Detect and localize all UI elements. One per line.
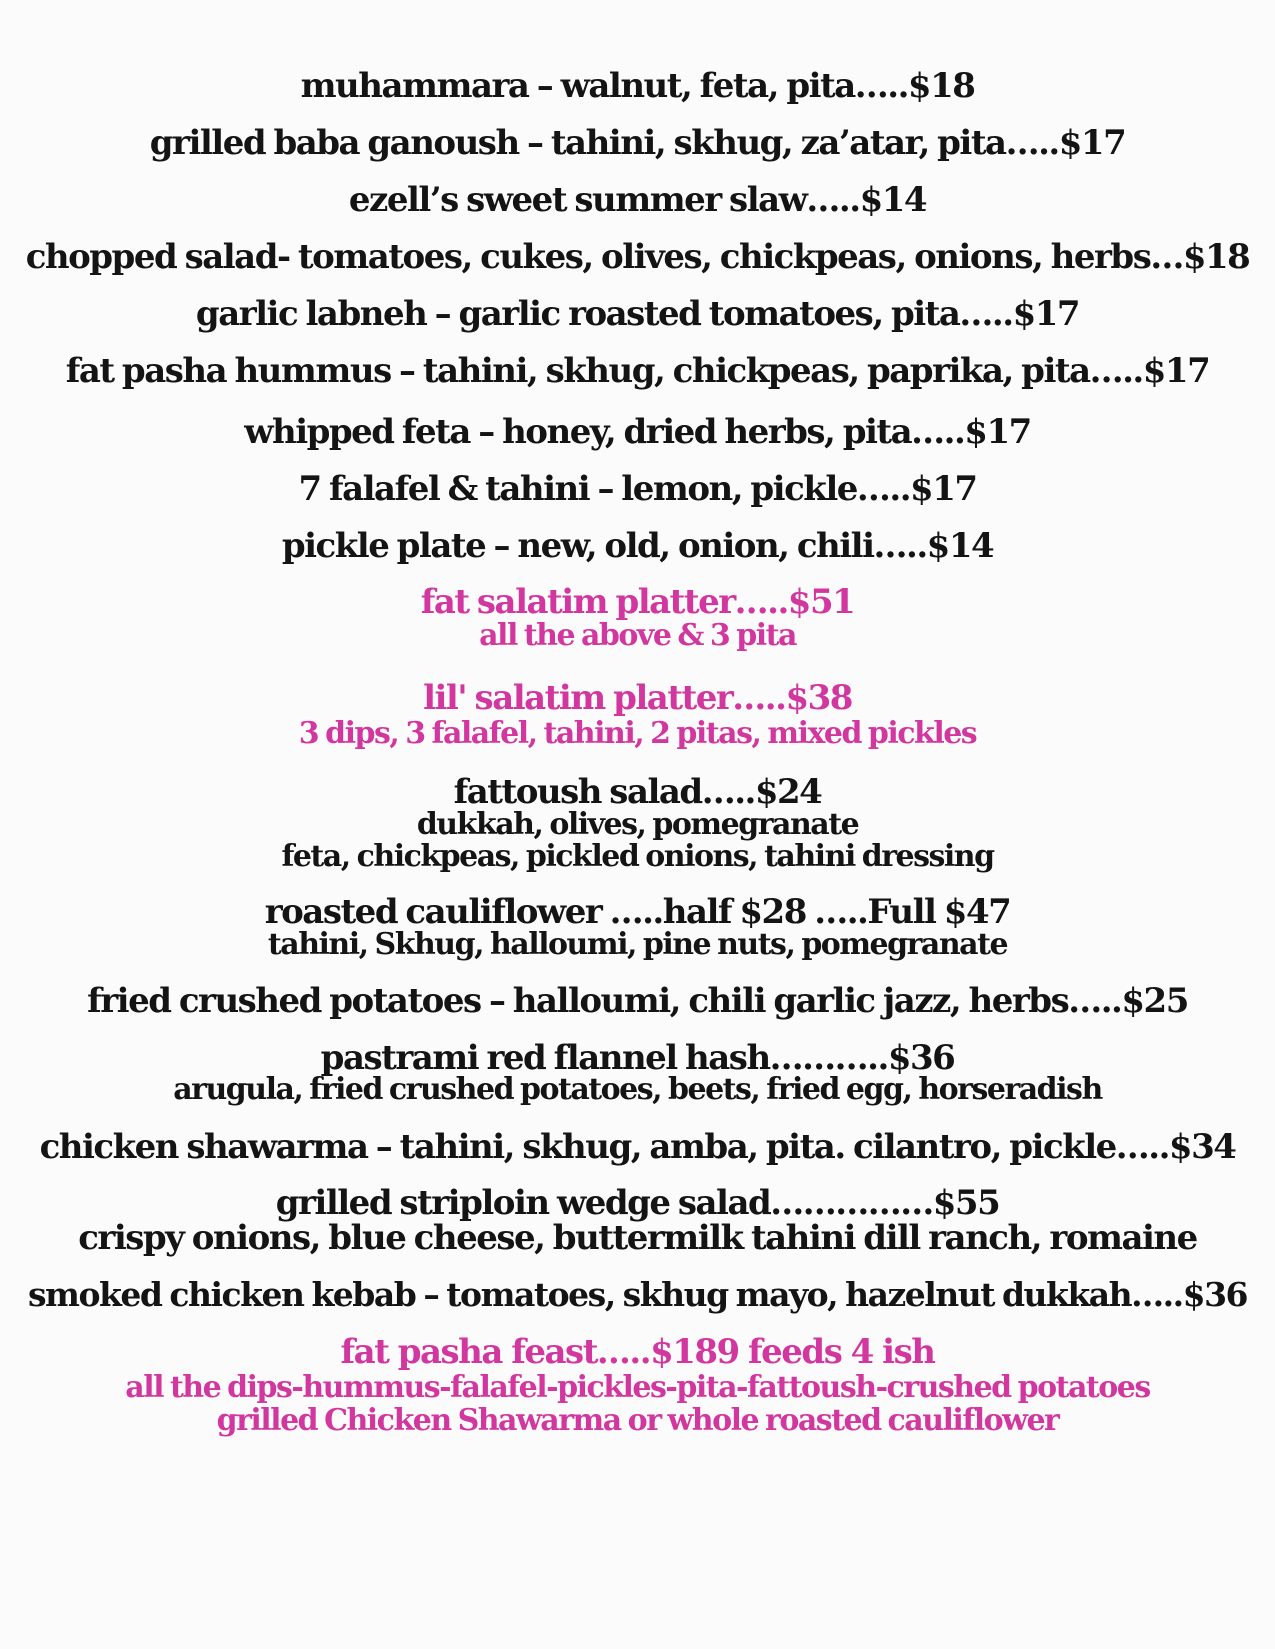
item-fat-pasha-feast: fat pasha feast…..$189 feeds 4 ish [340, 1332, 935, 1372]
item-lil-salatim-platter: lil' salatim platter…..$38 [423, 678, 852, 718]
item-chicken-shawarma: chicken shawarma – tahini, skhug, amba, pita. cilantro, pickle…..$34 [39, 1127, 1236, 1167]
item-falafel: 7 falafel & tahini – lemon, pickle…..$17 [298, 469, 977, 509]
item-garlic-labneh: garlic labneh – garlic roasted tomatoes, pita…..$17 [195, 294, 1080, 334]
item-summer-slaw: ezell’s sweet summer slaw…..$14 [348, 180, 927, 220]
item-fattoush-desc-1: dukkah, olives, pomegranate [416, 807, 859, 842]
item-fattoush-desc-2: feta, chickpeas, pickled onions, tahini dressing [281, 839, 994, 874]
item-fattoush-salad: fattoush salad…..$24 [453, 772, 822, 812]
item-whipped-feta: whipped feta – honey, dried herbs, pita…..$17 [244, 412, 1031, 452]
item-hummus: fat pasha hummus – tahini, skhug, chickpeas, paprika, pita…..$17 [65, 351, 1210, 391]
item-fried-crushed-potatoes: fried crushed potatoes – halloumi, chili garlic jazz, herbs…..$25 [87, 981, 1188, 1021]
item-lil-salatim-platter-desc: 3 dips, 3 falafel, tahini, 2 pitas, mixed pickles [298, 716, 977, 751]
item-pastrami-hash: pastrami red flannel hash………..$36 [320, 1038, 955, 1078]
item-roasted-cauliflower: roasted cauliflower …..half $28 …..Full $47 [264, 892, 1011, 932]
item-fat-salatim-platter-desc: all the above & 3 pita [479, 618, 796, 653]
item-pastrami-hash-desc: arugula, fried crushed potatoes, beets, fried egg, horseradish [173, 1072, 1102, 1107]
item-wedge-salad: grilled striploin wedge salad……………$55 [275, 1183, 1000, 1223]
item-baba-ganoush: grilled baba ganoush – tahini, skhug, za’atar, pita…..$17 [149, 123, 1126, 163]
item-fat-pasha-feast-desc-2: grilled Chicken Shawarma or whole roasted cauliflower [216, 1403, 1059, 1438]
item-wedge-salad-desc: crispy onions, blue cheese, buttermilk tahini dill ranch, romaine [78, 1218, 1197, 1258]
item-muhammara: muhammara – walnut, feta, pita…..$18 [300, 66, 975, 106]
item-fat-pasha-feast-desc-1: all the dips-hummus-falafel-pickles-pita-fattoush-crushed potatoes [125, 1370, 1150, 1405]
item-pickle-plate: pickle plate – new, old, onion, chili…..$14 [281, 526, 994, 566]
item-chicken-kebab: smoked chicken kebab – tomatoes, skhug mayo, hazelnut dukkah…..$36 [27, 1275, 1248, 1314]
item-chopped-salad: chopped salad- tomatoes, cukes, olives, chickpeas, onions, herbs…$18 [25, 237, 1250, 277]
item-roasted-cauliflower-desc: tahini, Skhug, halloumi, pine nuts, pomegranate [267, 927, 1008, 962]
item-fat-salatim-platter: fat salatim platter…..$51 [420, 582, 855, 622]
